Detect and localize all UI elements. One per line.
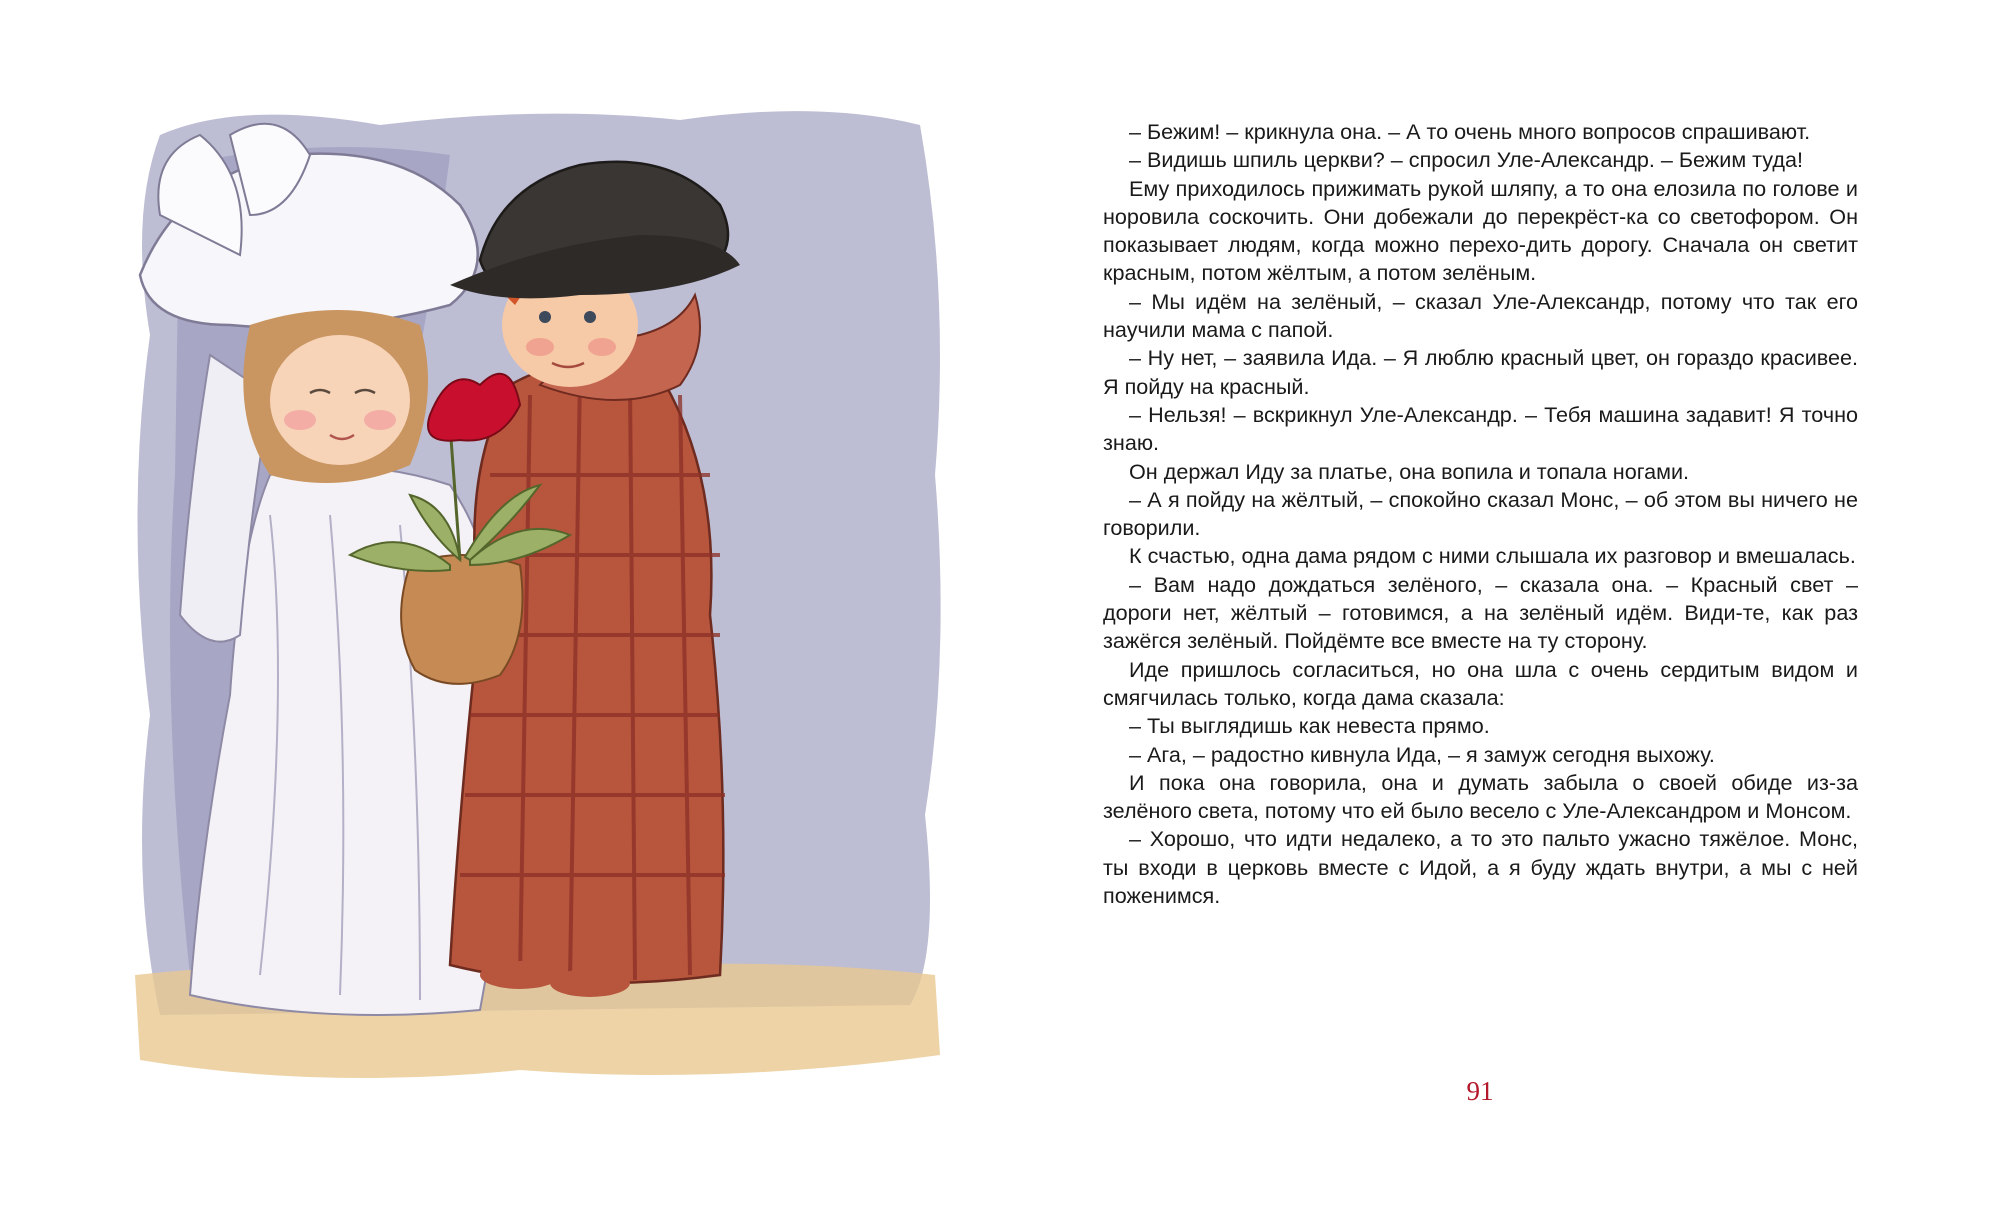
paragraph: – Хорошо, что идти недалеко, а то это пальто ужасно тяжёлое. Монс, ты входи в церковь вместе с Идой, а я буду ждать внутри, а мы с ней поженимся. bbox=[1103, 826, 1858, 909]
paragraph: – А я пойду на жёлтый, – спокойно сказал Монс, – об этом вы ничего не говорили. bbox=[1103, 486, 1858, 541]
paragraph: – Ага, – радостно кивнула Ида, – я замуж сегодня выхожу. bbox=[1129, 741, 1715, 767]
paragraph: И пока она говорила, она и думать забыла о своей обиде из-за зелёного света, потому что ей было весело с Уле-Александром и Монсом. bbox=[1103, 769, 1858, 824]
flower-pot bbox=[401, 555, 522, 684]
paragraph: Иде пришлось согласиться, но она шла с очень сердитым видом и смягчилась только, когда дама сказала: bbox=[1103, 656, 1858, 710]
paragraph: – Видишь шпиль церкви? – спросил Уле-Александр. – Бежим туда! bbox=[1129, 147, 1803, 173]
paragraph: – Ты выглядишь как невеста прямо. bbox=[1129, 713, 1490, 739]
story-text bbox=[1103, 118, 1858, 910]
paragraph: – Мы идём на зелёный, – сказал Уле-Александр, потому что так его научили мама с папой. bbox=[1103, 288, 1858, 343]
girl-face bbox=[270, 335, 410, 465]
paragraph: К счастью, одна дама рядом с ними слышала их разговор и вмешалась. bbox=[1129, 543, 1856, 569]
paragraph: – Ну нет, – заявила Ида. – Я люблю красный цвет, он гораздо красивее. Я пойду на красный. bbox=[1103, 345, 1858, 399]
illustration bbox=[120, 95, 950, 1090]
paragraph: – Бежим! – крикнула она. – А то очень много вопросов спрашивают. bbox=[1129, 119, 1811, 144]
paragraph: – Вам надо дождаться зелёного, – сказала она. – Красный свет – дороги нет, жёлтый – готовимся, а на зелёный идём. Види-те, как раз зажёгся зелёный. Пойдёмте все вместе на ту сторону. bbox=[1103, 571, 1858, 654]
paragraph: Ему приходилось прижимать рукой шляпу, а то она елозила по голове и норовила соскочить. Они добежали до перекрёст-ка со светофором. Он показывает людям, когда можно перехо-дить дорогу. Сначала он светит красным, потом жёлтым, а потом зелёным. bbox=[1103, 175, 1858, 286]
paragraph: Он держал Иду за платье, она вопила и топала ногами. bbox=[1129, 458, 1690, 484]
page-number: 91 bbox=[1466, 1076, 1494, 1106]
paragraph: – Нельзя! – вскрикнул Уле-Александр. – Тебя машина задавит! Я точно знаю. bbox=[1103, 401, 1858, 456]
